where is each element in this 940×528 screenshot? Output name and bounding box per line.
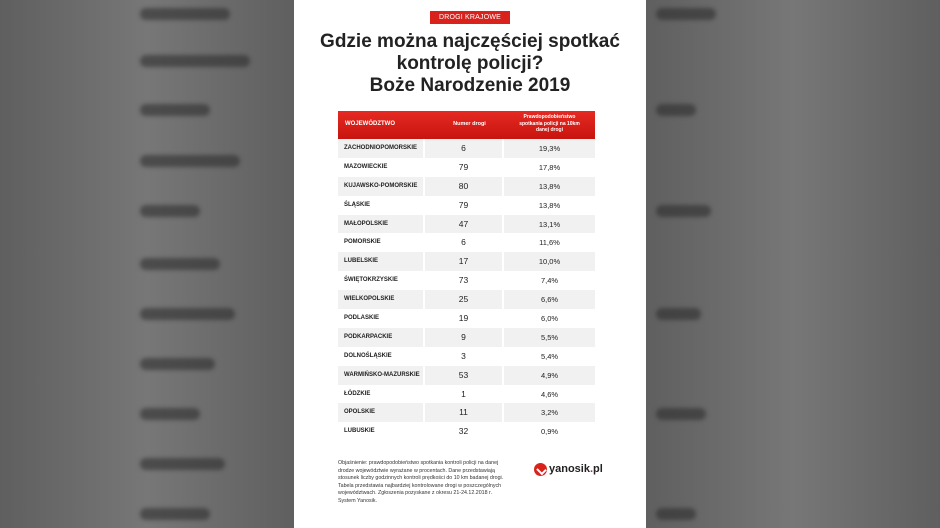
cell-probability: 13,8% <box>538 200 561 210</box>
cell-road-number: 47 <box>458 218 469 229</box>
cell-probability: 3,2% <box>540 408 559 418</box>
cell-probability: 4,6% <box>540 389 559 399</box>
cell-region: WIELKOPOLSKIE <box>344 296 395 303</box>
cell-region: MAZOWIECKIE <box>344 163 388 170</box>
cell-road-number: 25 <box>458 294 469 305</box>
cell-region: POMORSKIE <box>344 239 381 246</box>
cell-region: LUBUSKIE <box>344 428 375 435</box>
cell-probability: 10,0% <box>538 257 561 267</box>
cell-region: PODKARPACKIE <box>344 333 393 340</box>
table-row <box>338 403 595 422</box>
table-row <box>338 347 595 366</box>
header-road-number: Numer drogi <box>453 121 486 127</box>
cell-region: ZACHODNIOPOMORSKIE <box>344 145 418 151</box>
cell-probability: 6,6% <box>540 295 559 305</box>
logo-dot: . <box>589 463 594 475</box>
table-row <box>338 139 595 158</box>
header-probability-line-1: Prawdopodobieństwo <box>523 114 576 120</box>
cell-road-number: 79 <box>458 161 469 172</box>
cell-road-number: 3 <box>461 350 466 361</box>
cell-region: ŚLĄSKIE <box>344 201 371 208</box>
cell-road-number: 73 <box>458 275 469 286</box>
logo-text <box>549 463 603 475</box>
cell-probability: 7,4% <box>540 276 559 286</box>
table-row <box>338 271 595 290</box>
title-line-1: Gdzie można najczęściej spotkać <box>320 31 620 52</box>
logo-name: yanosik <box>549 463 590 475</box>
title-line-2: kontrolę policji? <box>396 53 544 74</box>
table-body <box>338 139 595 441</box>
table-row <box>338 309 595 328</box>
cell-probability: 19,3% <box>538 144 561 153</box>
table-row <box>338 177 595 196</box>
blurred-background-right <box>646 0 940 528</box>
page-title <box>294 31 646 97</box>
cell-road-number: 6 <box>461 237 466 248</box>
table-row <box>338 290 595 309</box>
yanosik-check-icon <box>534 463 547 476</box>
cell-road-number: 1 <box>461 388 466 399</box>
table-row <box>338 233 595 252</box>
header-probability <box>506 114 593 134</box>
cell-region: WARMIŃSKO-MAZURSKIE <box>344 371 420 378</box>
table-row <box>338 158 595 177</box>
logo-tld: pl <box>593 463 603 475</box>
cell-region: MAŁOPOLSKIE <box>344 220 389 227</box>
cell-probability: 13,1% <box>538 219 561 229</box>
table-row <box>338 196 595 215</box>
table-row <box>338 385 595 404</box>
table-row <box>338 215 595 234</box>
cell-road-number: 6 <box>461 143 466 153</box>
cell-probability: 17,8% <box>538 162 561 172</box>
table-row <box>338 252 595 271</box>
cell-probability: 5,4% <box>540 351 559 361</box>
cell-road-number: 80 <box>458 180 469 191</box>
footnote: Objaśnienie: prawdopodobieństwo spotkania kontroli policji na danej drodze województwie wyrażane w procentach. Dane przedstawiają stosunek liczby godzinnych kontroli prędkości do 10 km badanej drogi. Tabela przedstawia najbardziej kontrolowane drogi w poszczególnych województwach. Zgłoszenia pozyskane z okresu 21-24.12.2018 r. System Yanosik. <box>338 460 504 504</box>
cell-probability: 4,9% <box>540 370 559 380</box>
cell-region: ŚWIĘTOKRZYSKIE <box>344 277 398 284</box>
cell-region: ŁÓDZKIE <box>344 390 371 397</box>
category-badge: DROGI KRAJOWE <box>430 11 510 24</box>
header-probability-line-2: spotkania policji na 10km <box>519 120 580 127</box>
cell-probability: 13,8% <box>538 181 561 191</box>
table-header <box>338 111 595 139</box>
cell-road-number: 11 <box>459 407 468 418</box>
header-region: WOJEWÓDZTWO <box>345 121 395 127</box>
table-row <box>338 366 595 385</box>
cell-road-number: 79 <box>458 199 469 210</box>
table-row <box>338 422 595 441</box>
cell-region: LUBELSKIE <box>344 258 379 265</box>
table-row <box>338 328 595 347</box>
cell-road-number: 53 <box>458 369 469 380</box>
cell-road-number: 19 <box>458 313 469 324</box>
cell-region: KUJAWSKO-POMORSKIE <box>344 182 418 189</box>
header-probability-line-3: danej drogi <box>536 127 563 133</box>
cell-road-number: 9 <box>461 331 466 342</box>
title-line-3: Boże Narodzenie 2019 <box>369 75 571 96</box>
cell-region: DOLNOŚLĄSKIE <box>344 352 392 359</box>
cell-probability: 5,5% <box>540 332 559 342</box>
cell-region: PODLASKIE <box>344 315 380 322</box>
cell-road-number: 17 <box>458 256 469 267</box>
cell-probability: 0,9% <box>540 427 559 437</box>
cell-probability: 6,0% <box>540 314 559 324</box>
infographic-card <box>294 0 646 528</box>
yanosik-logo <box>534 463 604 477</box>
cell-region: OPOLSKIE <box>344 409 376 416</box>
blurred-background-left <box>0 0 294 528</box>
cell-road-number: 32 <box>458 426 469 437</box>
cell-probability: 11,6% <box>539 238 560 248</box>
